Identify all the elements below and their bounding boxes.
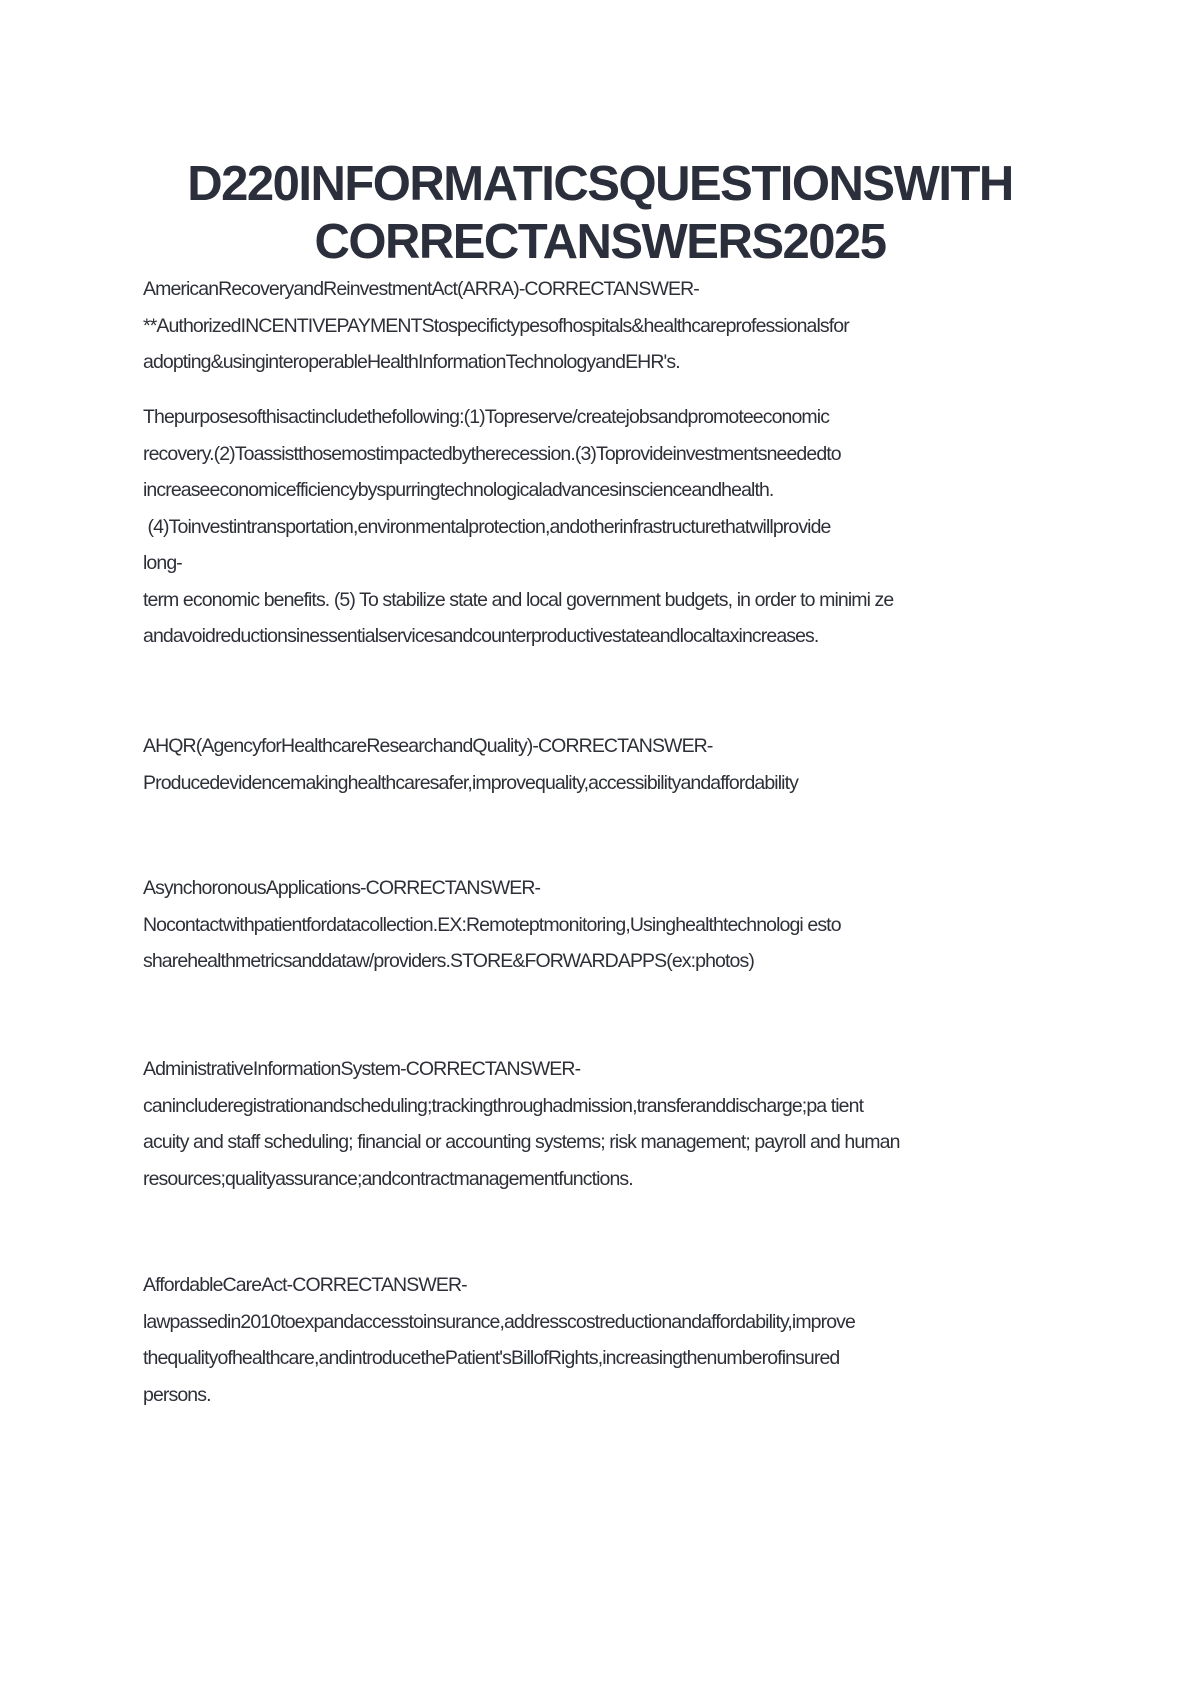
entry-term-line: AsynchoronousApplications-CORRECTANSWER- [143,877,541,899]
entry-term-line: AffordableCareAct-CORRECTANSWER- [143,1274,467,1296]
document-title [100,155,1100,271]
entry-affordable-care-act [143,1267,1073,1413]
paragraph-line: recovery.(2)Toassistthosemostimpactedbytherecession.(3)Toprovideinvestmentsneededto [143,442,841,465]
paragraph-line: long- [143,552,182,574]
paragraph-line: increaseeconomicefficiencybyspurringtechnologicaladvancesinscienceandhealth. [143,479,774,501]
entry-answer-line: lawpassedin2010toexpandaccesstoinsurance,addresscostreductionandaffordability,improve [143,1310,855,1333]
entry-arra-purposes [143,399,1073,655]
paragraph-line: term economic benefits. (5) To stabilize state and local government budgets, in order to minimi ze [143,588,894,611]
entry-answer-line: **AuthorizedINCENTIVEPAYMENTStospecifictypesofhospitals&healthcareprofessionalsfor [143,314,849,337]
entry-ahqr [143,728,1073,801]
entry-answer-line: Producedevidencemakinghealthcaresafer,improvequality,accessibilityandaffordability [143,771,798,794]
entry-term-line: AHQR(AgencyforHealthcareResearchandQuality)-CORRECTANSWER- [143,735,713,757]
entry-answer-line: Nocontactwithpatientfordatacollection.EX:Remoteptmonitoring,Usinghealthtechnologi esto [143,913,841,936]
entry-term-line: AdministrativeInformationSystem-CORRECTANSWER- [143,1058,581,1080]
entry-term-line: AmericanRecoveryandReinvestmentAct(ARRA)-CORRECTANSWER- [143,278,699,300]
entry-answer-line: resources;qualityassurance;andcontractmanagementfunctions. [143,1167,633,1190]
entry-answer-line: acuity and staff scheduling; financial or accounting systems; risk management; payroll and human [143,1131,900,1153]
paragraph-line: Thepurposesofthisactincludethefollowing:(1)Topreserve/createjobsandpromoteeconomic [143,406,830,428]
entry-administrative-information-system [143,1051,1073,1197]
entry-asynchronous-applications [143,870,1073,980]
title-line: CORRECTANSWERS2025 [314,215,886,269]
title-line: D220INFORMATICSQUESTIONSWITH [187,157,1013,211]
paragraph-line: andavoidreductionsinessentialservicesandcounterproductivestateandlocaltaxincreases. [143,625,819,647]
entry-answer-line: thequalityofhealthcare,andintroducethePatient'sBillofRights,increasingthenumberofinsured [143,1347,840,1369]
entry-arra [143,271,1073,381]
entry-answer-line: canincluderegistrationandscheduling;trackingthroughadmission,transferanddischarge;pa tient [143,1094,864,1117]
paragraph-line: (4)Toinvestintransportation,environmentalprotection,andotherinfrastructurethatwillprovide [143,515,831,538]
entry-answer-line: persons. [143,1383,211,1406]
entry-answer-line: adopting&usinginteroperableHealthInformationTechnologyandEHR's. [143,351,680,373]
entry-answer-line: sharehealthmetricsanddataw/providers.STORE&FORWARDAPPS(ex:photos) [143,950,754,972]
